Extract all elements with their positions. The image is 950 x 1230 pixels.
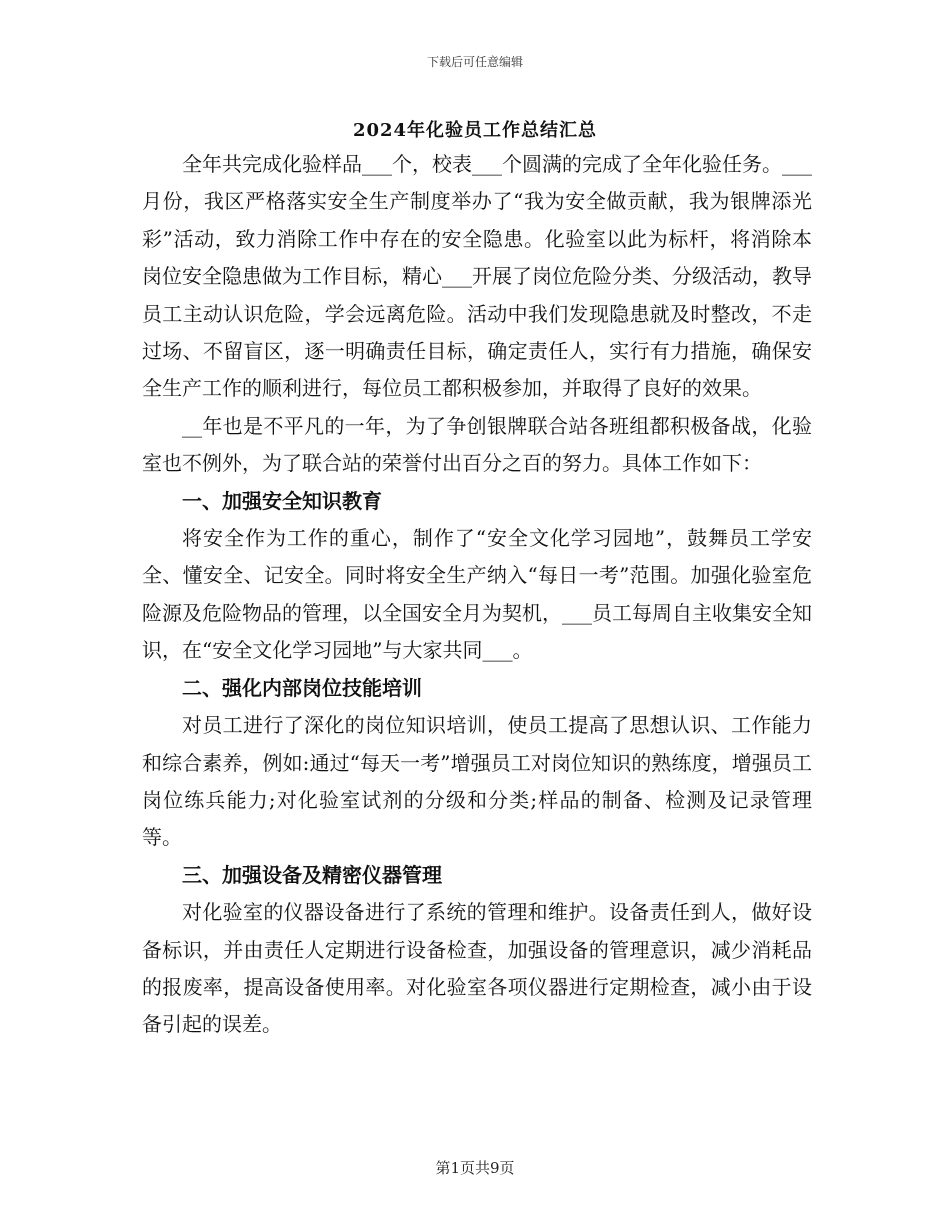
section-text-equipment: 对化验室的仪器设备进行了系统的管理和维护。设备责任到人，做好设备标识，并由责任人定期进行设备检查，加强设备的管理意识，减少消耗品的报废率，提高设备使用率。对化验室各项仪器进行定期检查，减小由于设备引起的误差。 — [142, 900, 812, 1037]
paragraph-overview: __年也是不平凡的一年，为了争创银牌联合站各班组都积极备战，化验室也不例外，为了联合站的荣誉付出百分之百的努力。具体工作如下： — [142, 413, 812, 476]
section-text-safety: 将安全作为工作的重心，制作了“安全文化学习园地”，鼓舞员工学安全、懂安全、记安全。同时将安全生产纳入“每日一考”范围。加强化验室危险源及危险物品的管理，以全国安全月为契机，___员工每周自主收集安全知识，在“安全文化学习园地”与大家共同___。 — [142, 526, 812, 663]
document-title: 2024年化验员工作总结汇总 — [352, 120, 598, 141]
paragraph-intro: 全年共完成化验样品___个，校表___个圆满的完成了全年化验任务。___月份，我区严格落实安全生产制度举办了“我为安全做贡献，我为银牌添光彩”活动，致力消除工作中存在的安全隐患。化验室以此为标杆，将消除本岗位安全隐患做为工作目标，精心___开展了岗位危险分类、分级活动，教导员工主动认识危险，学会远离危险。活动中我们发现隐患就及时整改，不走过场、不留盲区，逐一明确责任目标，确定责任人，实行有力措施，确保安全生产工作的顺利进行，每位员工都积极参加，并取得了良好的效果。 — [142, 152, 812, 401]
section-heading-safety: 一、加强安全知识教育 — [182, 488, 382, 513]
document-body — [142, 146, 812, 1044]
page-number: 第1页共9页 — [435, 1159, 515, 1177]
section-text-training: 对员工进行了深化的岗位知识培训，使员工提高了思想认识、工作能力和综合素养，例如:通过“每天一考”增强员工对岗位知识的熟练度，增强员工岗位练兵能力;对化验室试剂的分级和分类;样品的制备、检测及记录管理等。 — [142, 713, 812, 850]
header-note: 下载后可任意编辑 — [426, 55, 523, 69]
section-heading-equipment: 三、加强设备及精密仪器管理 — [182, 862, 442, 887]
section-heading-training: 二、强化内部岗位技能培训 — [182, 675, 422, 700]
